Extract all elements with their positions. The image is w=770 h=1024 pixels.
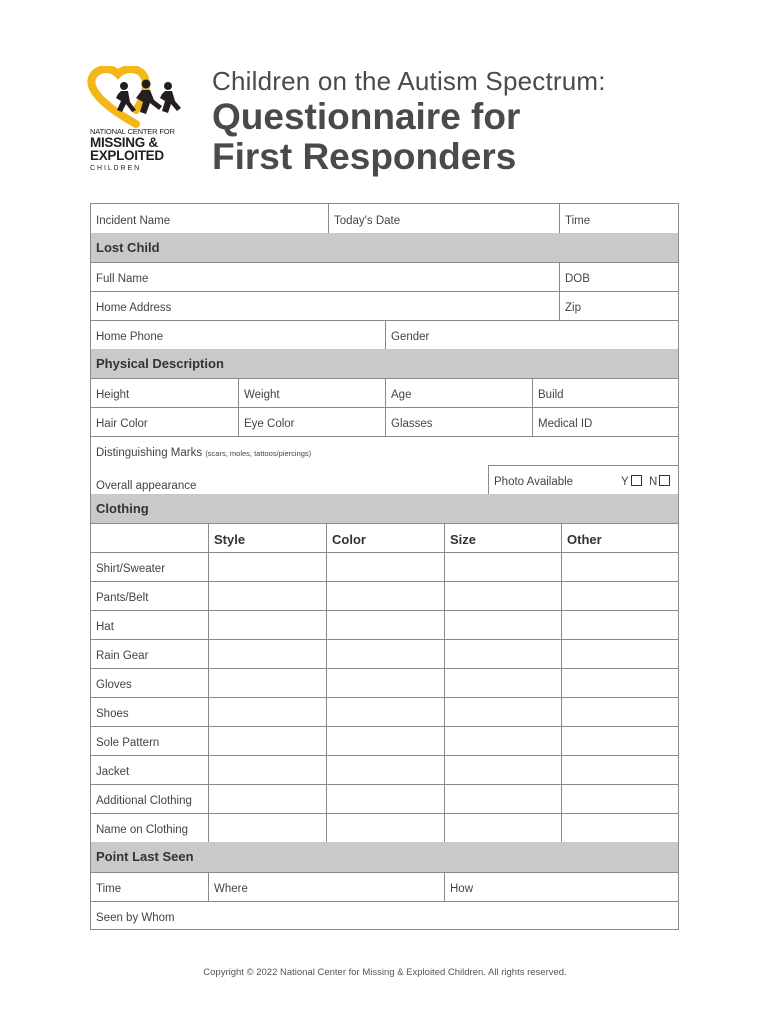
distinguishing-marks-field[interactable]: [91, 436, 678, 465]
distinguishing-marks-row: [91, 436, 678, 465]
photo-available-label: Photo Available: [494, 476, 574, 488]
seen-by-whom-field[interactable]: [91, 901, 678, 929]
zip-field[interactable]: [559, 291, 678, 320]
size-cell[interactable]: [444, 610, 561, 639]
clothing-item-label: Pants/Belt: [96, 592, 149, 604]
color-cell[interactable]: [326, 813, 444, 842]
overall-appearance-row: [91, 465, 678, 495]
height-row: [91, 378, 678, 408]
time-label: Time: [565, 215, 591, 227]
clothing-item-cell: [91, 552, 208, 581]
logo-line-4: C H I L D R E N: [90, 165, 140, 172]
weight-field[interactable]: [238, 378, 385, 407]
todays-date-field[interactable]: [328, 204, 559, 233]
other-column-label: Other: [567, 532, 602, 547]
style-cell[interactable]: [208, 610, 326, 639]
clothing-item-cell: [91, 610, 208, 639]
other-cell[interactable]: [561, 726, 678, 755]
physical-heading: Physical Description: [96, 356, 224, 371]
subtitle: Children on the Autism Spectrum:: [212, 66, 606, 96]
gender-label: Gender: [391, 331, 430, 343]
clothing-item-label: Gloves: [96, 679, 132, 691]
incident-row: [91, 204, 678, 234]
eye-color-field[interactable]: [238, 407, 385, 436]
logo-line-2: MISSING &: [90, 135, 158, 150]
clothing-item-label: Jacket: [96, 766, 130, 778]
color-cell[interactable]: [326, 552, 444, 581]
height-label: Height: [96, 389, 130, 401]
style-column-label: Style: [214, 532, 246, 547]
photo-no-label: N: [649, 476, 658, 488]
clothing-item-cell: [91, 668, 208, 697]
column-header-style: [208, 523, 326, 552]
table-row: [91, 552, 678, 582]
questionnaire-form: [90, 203, 679, 930]
build-label: Build: [538, 389, 564, 401]
style-cell[interactable]: [208, 784, 326, 813]
home-phone-field[interactable]: [91, 320, 385, 349]
size-cell[interactable]: [444, 639, 561, 668]
column-header-other: [561, 523, 678, 552]
size-cell[interactable]: [444, 813, 561, 842]
clothing-item-cell: [91, 755, 208, 784]
color-cell[interactable]: [326, 581, 444, 610]
clothing-item-label: Shirt/Sweater: [96, 563, 166, 575]
column-header-size: [444, 523, 561, 552]
heart-figures-icon: [84, 66, 194, 128]
logo-line-1: NATIONAL CENTER FOR: [90, 127, 175, 136]
style-cell[interactable]: [208, 755, 326, 784]
size-cell[interactable]: [444, 726, 561, 755]
build-field[interactable]: [532, 378, 678, 407]
age-label: Age: [391, 389, 412, 401]
last-seen-where-field[interactable]: [208, 872, 444, 901]
photo-yes-option[interactable]: [621, 475, 642, 488]
color-column-label: Color: [332, 532, 366, 547]
medical-id-field[interactable]: [532, 407, 678, 436]
size-cell[interactable]: [444, 784, 561, 813]
color-cell[interactable]: [326, 697, 444, 726]
seen-by-whom-label: Seen by Whom: [96, 912, 175, 924]
incident-name-field[interactable]: [91, 204, 328, 233]
last-seen-time-label: Time: [96, 883, 122, 895]
clothing-item-column: [91, 523, 208, 552]
table-row: [91, 813, 678, 843]
weight-label: Weight: [244, 389, 280, 401]
hair-color-row: [91, 407, 678, 437]
style-cell[interactable]: [208, 668, 326, 697]
clothing-item-cell: [91, 581, 208, 610]
size-column-label: Size: [450, 532, 477, 547]
other-cell[interactable]: [561, 639, 678, 668]
medical-id-label: Medical ID: [538, 418, 593, 430]
style-cell[interactable]: [208, 697, 326, 726]
home-phone-label: Home Phone: [96, 331, 164, 343]
last-seen-how-label: How: [450, 883, 474, 895]
distinguishing-marks-note: (scars, moles, tattoos/piercings): [205, 449, 312, 458]
other-cell[interactable]: [561, 668, 678, 697]
table-row: [91, 784, 678, 814]
home-address-label: Home Address: [96, 302, 172, 314]
home-phone-row: [91, 320, 678, 350]
height-field[interactable]: [91, 378, 238, 407]
age-field[interactable]: [385, 378, 532, 407]
last-seen-how-field[interactable]: [444, 872, 678, 901]
other-cell[interactable]: [561, 813, 678, 842]
clothing-item-label: Sole Pattern: [96, 737, 160, 749]
home-address-field[interactable]: [91, 291, 559, 320]
dob-label: DOB: [565, 273, 590, 285]
other-cell[interactable]: [561, 552, 678, 581]
photo-no-checkbox[interactable]: [659, 475, 670, 486]
photo-yes-checkbox[interactable]: [631, 475, 642, 486]
table-row: [91, 755, 678, 785]
other-cell[interactable]: [561, 755, 678, 784]
color-cell[interactable]: [326, 726, 444, 755]
size-cell[interactable]: [444, 755, 561, 784]
clothing-item-label: Hat: [96, 621, 114, 633]
glasses-field[interactable]: [385, 407, 532, 436]
other-cell[interactable]: [561, 610, 678, 639]
table-row: [91, 610, 678, 640]
size-cell[interactable]: [444, 552, 561, 581]
clothing-item-cell: [91, 784, 208, 813]
ncmec-logo: [84, 66, 194, 176]
other-cell[interactable]: [561, 784, 678, 813]
point-last-seen-heading: Point Last Seen: [96, 849, 194, 864]
section-header-point-last-seen: [91, 842, 678, 873]
section-header-lost-child: [91, 233, 678, 263]
clothing-item-cell: [91, 726, 208, 755]
hair-color-label: Hair Color: [96, 418, 148, 430]
photo-yes-label: Y: [621, 476, 629, 488]
other-cell[interactable]: [561, 581, 678, 610]
table-row: [91, 581, 678, 611]
style-cell[interactable]: [208, 639, 326, 668]
color-cell[interactable]: [326, 610, 444, 639]
column-header-color: [326, 523, 444, 552]
photo-available-field: [488, 465, 678, 494]
style-cell[interactable]: [208, 726, 326, 755]
style-cell[interactable]: [208, 581, 326, 610]
clothing-columns-row: [91, 523, 678, 553]
full-name-row: [91, 262, 678, 292]
clothing-item-cell: [91, 697, 208, 726]
clothing-item-cell: [91, 813, 208, 842]
table-row: [91, 726, 678, 756]
photo-no-option[interactable]: [649, 475, 670, 488]
style-cell[interactable]: [208, 552, 326, 581]
lost-child-heading: Lost Child: [96, 240, 160, 255]
hair-color-field[interactable]: [91, 407, 238, 436]
color-cell[interactable]: [326, 668, 444, 697]
clothing-item-label: Name on Clothing: [96, 824, 189, 836]
time-where-how-row: [91, 872, 678, 902]
glasses-label: Glasses: [391, 418, 433, 430]
last-seen-where-label: Where: [214, 883, 248, 895]
title-line-1: Questionnaire for: [212, 96, 521, 137]
title-line-2: First Responders: [212, 136, 517, 177]
table-row: [91, 697, 678, 727]
dob-field[interactable]: [559, 262, 678, 291]
color-cell[interactable]: [326, 755, 444, 784]
copyright-footer: Copyright © 2022 National Center for Missing & Exploited Children. All rights reserved.: [203, 967, 567, 978]
overall-appearance-label: Overall appearance: [96, 480, 197, 492]
section-header-physical: [91, 349, 678, 379]
zip-label: Zip: [565, 302, 581, 314]
clothing-item-label: Additional Clothing: [96, 795, 192, 807]
gender-field[interactable]: [385, 320, 678, 349]
full-name-label: Full Name: [96, 273, 149, 285]
clothing-heading: Clothing: [96, 501, 149, 516]
todays-date-label: Today's Date: [334, 215, 401, 227]
home-address-row: [91, 291, 678, 321]
full-name-field[interactable]: [91, 262, 559, 291]
other-cell[interactable]: [561, 697, 678, 726]
clothing-item-label: Shoes: [96, 708, 129, 720]
size-cell[interactable]: [444, 668, 561, 697]
style-cell[interactable]: [208, 813, 326, 842]
seen-by-row: [91, 901, 678, 929]
eye-color-label: Eye Color: [244, 418, 295, 430]
incident-name-label: Incident Name: [96, 215, 171, 227]
table-row: [91, 639, 678, 669]
clothing-item-label: Rain Gear: [96, 650, 149, 662]
color-cell[interactable]: [326, 784, 444, 813]
clothing-item-cell: [91, 639, 208, 668]
logo-line-3: EXPLOITED: [90, 148, 164, 163]
distinguishing-marks-text: Distinguishing Marks: [96, 447, 203, 459]
size-cell[interactable]: [444, 697, 561, 726]
last-seen-time-field[interactable]: [91, 872, 208, 901]
section-header-clothing: [91, 494, 678, 524]
overall-appearance-field[interactable]: [91, 465, 488, 494]
time-field[interactable]: [559, 204, 678, 233]
size-cell[interactable]: [444, 581, 561, 610]
color-cell[interactable]: [326, 639, 444, 668]
table-row: [91, 668, 678, 698]
distinguishing-marks-label: [96, 447, 311, 459]
